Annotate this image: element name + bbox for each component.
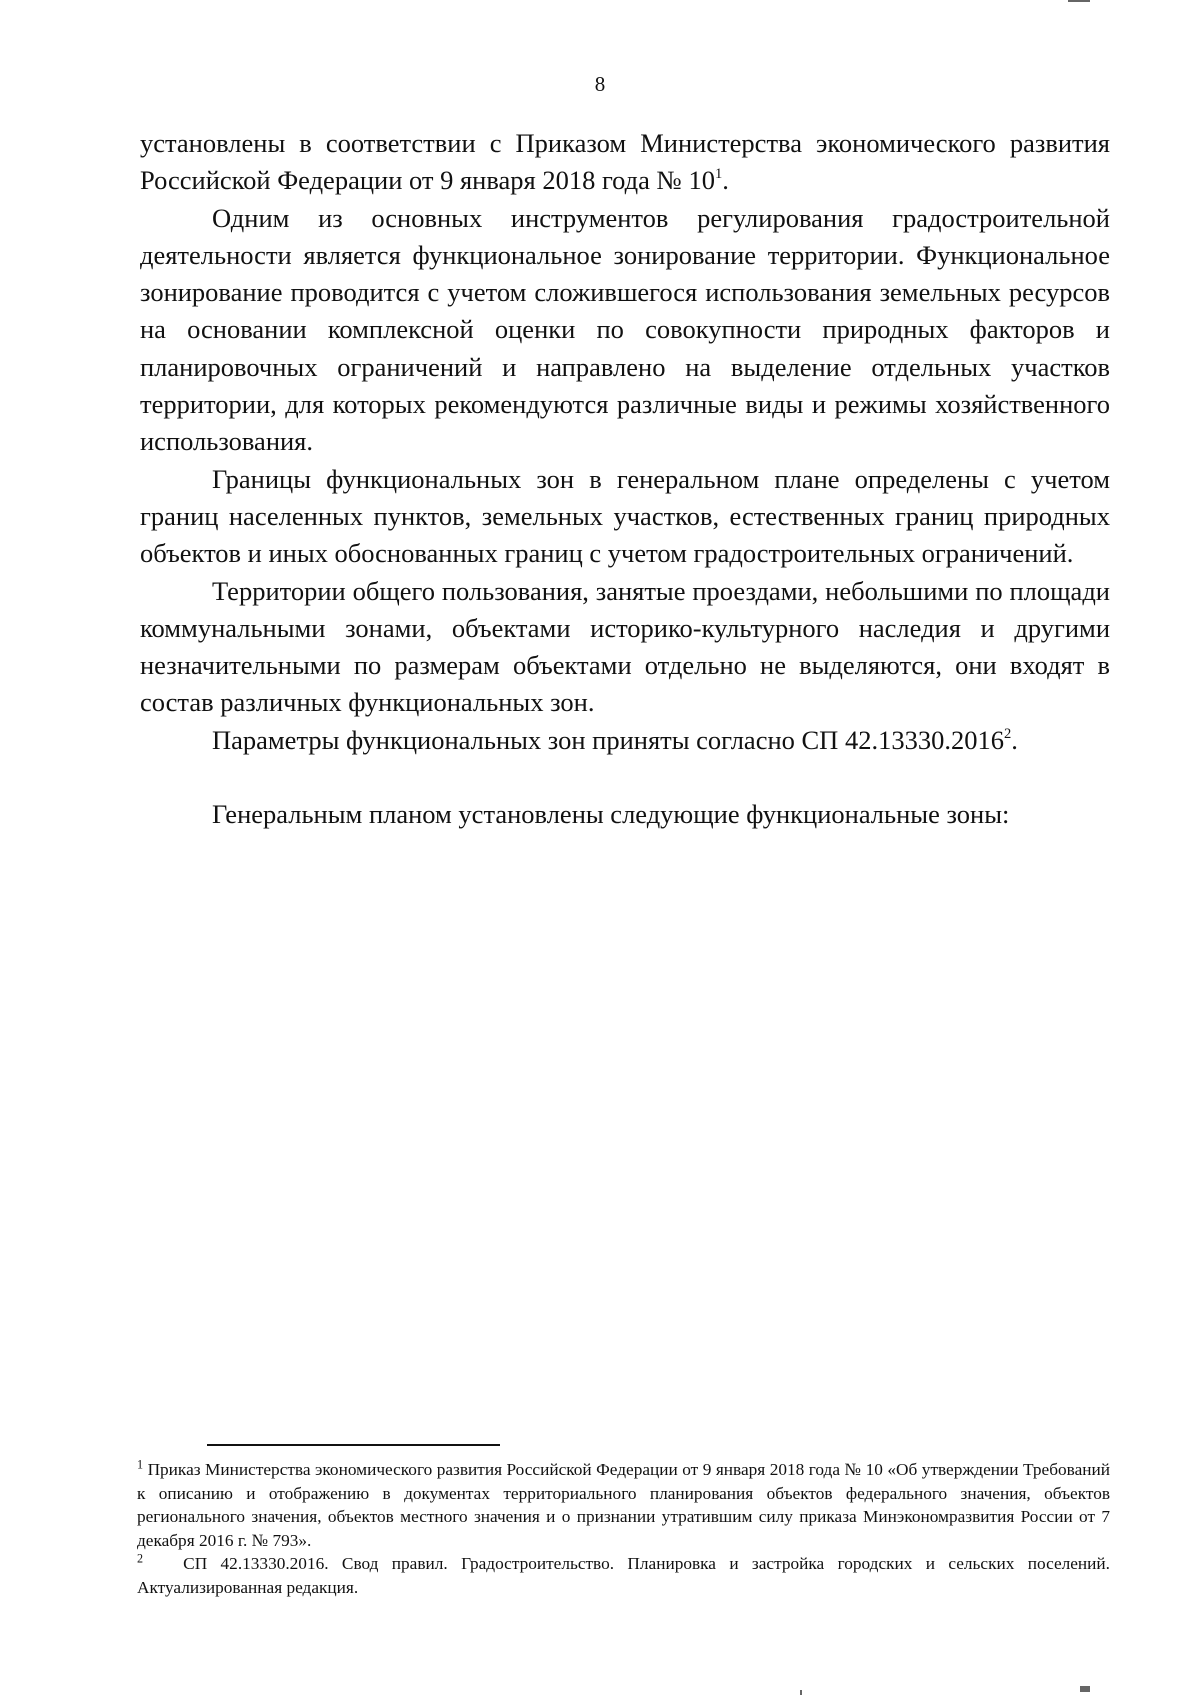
- footnote-2: [137, 1552, 1110, 1599]
- footnote-separator: [207, 1444, 500, 1446]
- paragraph-1: [140, 125, 1110, 200]
- footnote-2-mark: 2: [137, 1551, 144, 1566]
- paragraph-2: Одним из основных инструментов регулирования градостроительной деятельности является функциональное зонирование территории. Функциональное зонирование проводится с учетом сложившегося использования земельных ресурсов на основании комплексной оценки по совокупности природных факторов и планировочных ограничений и направлено на выделение отдельных участков территории, для которых рекомендуются различные виды и режимы хозяйственного использования.: [140, 202, 1110, 457]
- footnote-ref-1[interactable]: 1: [714, 166, 723, 183]
- footnotes: [137, 1458, 1110, 1599]
- paragraph-3: Границы функциональных зон в генеральном плане определены с учетом границ населенных пунктов, земельных участков, естественных границ природных объектов и иных обоснованных границ с учетом градостроительных ограничений.: [140, 463, 1110, 569]
- scan-speck: [1068, 0, 1090, 2]
- paragraph-1-text: установлены в соответствии с Приказом Министерства экономического развития Российской Федерации от 9 января 2018 года № 10: [140, 128, 1110, 196]
- footnote-2-text: СП 42.13330.2016. Свод правил. Градостроительство. Планировка и застройка городских и сельских поселений. Актуализированная редакция.: [137, 1554, 1110, 1597]
- paragraph-5-text: Параметры функциональных зон приняты согласно СП 42.13330.2016: [212, 724, 1004, 755]
- footnote-1-mark: 1: [137, 1457, 144, 1472]
- body-text: [140, 125, 1110, 833]
- paragraph-5-tail: .: [1011, 724, 1018, 755]
- footnote-ref-2[interactable]: 2: [1003, 725, 1012, 742]
- footnote-1-text: Приказ Министерства экономического развития Российской Федерации от 9 января 2018 года № 10 «Об утверждении Требований к описанию и отображению в документах территориального планирования объектов федерального значения, объектов регионального значения, объектов местного значения и о признании утратившим силу приказа Минэкономразвития России от 7 декабря 2016 г. № 793».: [137, 1460, 1110, 1550]
- paragraph-5: [140, 722, 1110, 759]
- footnote-1: [137, 1458, 1110, 1552]
- paragraph-1-tail: .: [722, 165, 729, 196]
- paragraph-6: Генеральным планом установлены следующие функциональные зоны:: [212, 799, 1010, 830]
- scan-speck: [800, 1690, 802, 1695]
- page-number: 8: [594, 72, 606, 96]
- paragraph-4: Территории общего пользования, занятые проездами, небольшими по площади коммунальными зонами, объектами историко-культурного наследия и другими незначительными по размерам объектами отдельно не выделяются, они входят в состав различных функциональных зон.: [140, 575, 1110, 718]
- scan-speck: [1080, 1686, 1090, 1692]
